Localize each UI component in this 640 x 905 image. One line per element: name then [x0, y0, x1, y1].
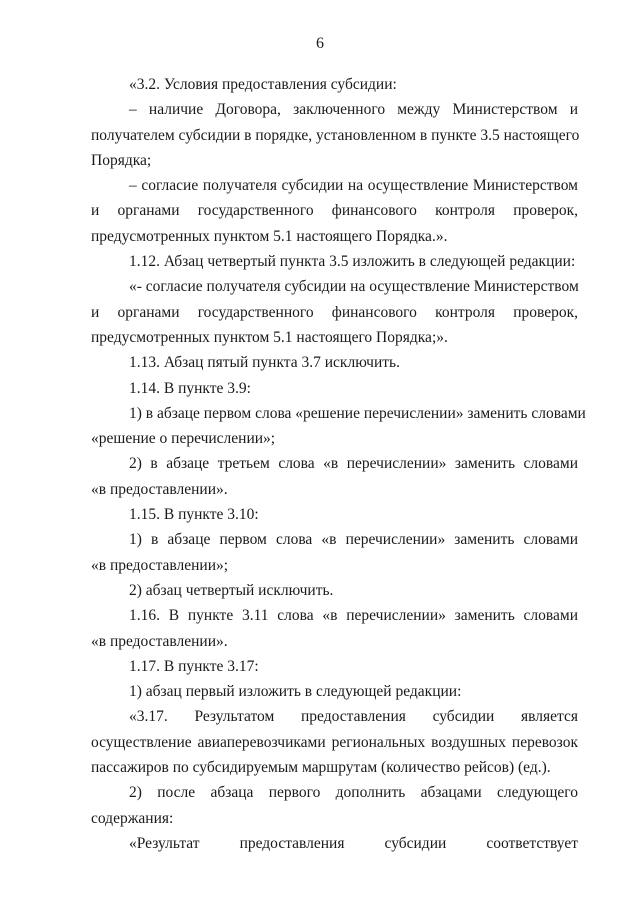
text-line: 2) в абзаце третьем слова «в перечислении» заменить словами: [129, 455, 578, 473]
text-line: «3.2. Условия предоставления субсидии:: [129, 76, 397, 93]
text-line: «в предоставлении»;: [91, 556, 229, 574]
text-line: предусмотренных пунктом 5.1 настоящего Порядка;».: [91, 328, 448, 346]
text-line: 2) абзац четвертый исключить.: [129, 581, 334, 599]
text-line: 1.12. Абзац четвертый пункта 3.5 изложить в следующей редакции:: [129, 253, 576, 271]
text-line: 1.14. В пункте 3.9:: [129, 379, 251, 397]
text-line: пассажиров по субсидируемым маршрутам (количество рейсов) (ед.).: [91, 759, 551, 777]
text-line: и органами государственного финансового контроля проверок,: [91, 303, 578, 321]
text-line: «в предоставлении».: [91, 632, 228, 650]
text-line: – наличие Договора, заключенного между Министерством и: [129, 101, 578, 119]
text-line: и органами государственного финансового контроля проверок,: [91, 202, 578, 220]
text-line: «- согласие получателя субсидии на осуществление Министерством: [129, 278, 579, 296]
text-line: 1.15. В пункте 3.10:: [129, 506, 259, 524]
document-body: [91, 72, 586, 856]
text-line: 1) в абзаце первом слова «решение перечислении» заменить словами: [129, 404, 586, 422]
text-line: 1) абзац первый изложить в следующей редакции:: [129, 683, 462, 701]
text-line: Порядка;: [91, 151, 152, 169]
text-line: «3.17. Результатом предоставления субсидии является: [129, 708, 578, 726]
text-line: 1.17. В пункте 3.17:: [129, 657, 259, 675]
page-number: 6: [316, 35, 324, 52]
text-line: «решение о перечислении»;: [91, 430, 276, 448]
text-line: «в предоставлении».: [91, 480, 228, 498]
text-line: 2) после абзаца первого дополнить абзацами следующего: [129, 784, 578, 802]
text-line: 1.16. В пункте 3.11 слова «в перечислении» заменить словами: [129, 607, 578, 625]
text-line: «Результат предоставления субсидии соответствует: [129, 834, 578, 852]
text-line: осуществление авиаперевозчиками региональных воздушных перевозок: [91, 733, 578, 751]
text-line: предусмотренных пунктом 5.1 настоящего Порядка.».: [91, 227, 448, 245]
text-line: 1.13. Абзац пятый пункта 3.7 исключить.: [129, 354, 400, 372]
text-line: – согласие получателя субсидии на осуществление Министерством: [129, 177, 578, 195]
text-line: содержания:: [91, 809, 174, 827]
text-line: 1) в абзаце первом слова «в перечислении» заменить словами: [129, 531, 578, 549]
text-line: получателем субсидии в порядке, установленном в пункте 3.5 настоящего: [91, 126, 580, 144]
